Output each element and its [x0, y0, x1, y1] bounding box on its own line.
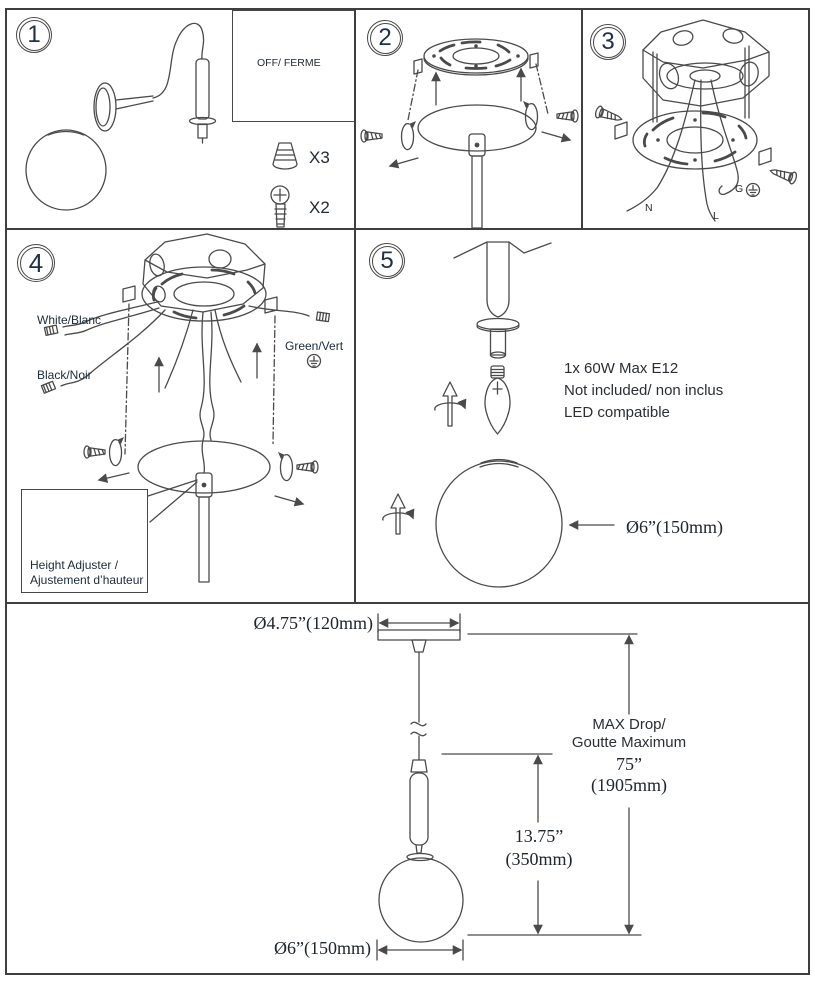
- sheet-frame: [5, 8, 810, 975]
- rotate-globe-icon: [383, 494, 413, 534]
- breaker-off-label: OFF/ FERME: [257, 57, 321, 69]
- green-wire-label: Green/Vert: [285, 339, 344, 353]
- wire-nut-qty: X3: [309, 148, 330, 167]
- body-height-inches: 13.75”: [514, 826, 564, 846]
- bulb-spec-line3: LED compatible: [564, 404, 670, 421]
- height-adjuster-label-fr: Ajustement d’hauteur: [30, 573, 144, 587]
- canopy-drawing: [418, 105, 536, 228]
- mounting-plate-drawing: [615, 111, 771, 169]
- max-drop-label-fr: Goutte Maximum: [571, 734, 687, 751]
- globe-diameter-label: Ø6”(150mm): [626, 517, 723, 537]
- slide-out-arrow-left: [390, 158, 418, 166]
- side-screw-left: [84, 437, 124, 466]
- globe-diameter-label: Ø6”(150mm): [274, 938, 371, 958]
- panel-step3: [583, 10, 808, 228]
- canopy-diameter-label: Ø4.75”(120mm): [253, 613, 373, 633]
- step3-number: 3: [601, 28, 615, 55]
- screw-qty: X2: [309, 198, 330, 217]
- panel-step2: [356, 10, 583, 228]
- step2-number: 2: [378, 24, 392, 51]
- glass-globe: [26, 130, 106, 210]
- mounting-plate-drawing: [414, 39, 538, 75]
- row-1: [7, 10, 808, 230]
- junction-box-drawing: [643, 20, 769, 122]
- step4-number-badge: [17, 244, 55, 282]
- mounting-screw-right: [768, 165, 797, 185]
- live-wire-label: L: [713, 210, 719, 222]
- row-2: [7, 230, 808, 604]
- junction-box-drawing: [143, 234, 265, 312]
- bulb-spec-line1: 1x 60W Max E12: [564, 360, 679, 377]
- bulb-spec-line2: Not included/ non inclus: [564, 382, 724, 399]
- mounting-screw-left: [594, 105, 623, 125]
- side-screw-right: [523, 101, 578, 130]
- pendant-fixture-drawing: [378, 630, 463, 942]
- supply-wires: [627, 80, 738, 221]
- step3-number-badge: [590, 24, 626, 60]
- mounting-plate-drawing: [123, 267, 277, 321]
- glass-globe-drawing: [436, 460, 562, 588]
- glass-globe: [379, 858, 463, 942]
- wire-nut-icon: [273, 143, 297, 169]
- step1-number-badge: [16, 17, 52, 53]
- rotate-install-icon: [435, 382, 465, 426]
- candelabra-bulb-icon: [485, 366, 510, 434]
- pendant-parts-drawing: [26, 23, 216, 210]
- panel-step5: [356, 230, 808, 602]
- slide-out-arrow-right: [542, 132, 570, 140]
- ground-wire-label: G: [735, 183, 744, 195]
- slide-out-arrow-left: [99, 473, 129, 480]
- ground-symbol-icon: [308, 355, 321, 368]
- max-drop-mm: (1905mm): [591, 775, 667, 795]
- side-screw-right: [278, 452, 318, 481]
- globe-dimension: [377, 940, 463, 960]
- black-wire-label: Black/Noir: [37, 368, 92, 382]
- max-drop-inches: 75”: [616, 754, 642, 774]
- panel-step1: [7, 10, 356, 228]
- step5-number: 5: [380, 247, 394, 274]
- step4-number: 4: [28, 247, 44, 278]
- step5-number-badge: [369, 243, 405, 279]
- slide-out-arrow-right: [275, 496, 303, 504]
- inset-callout-lines: [148, 480, 197, 522]
- canopy-dimension: [378, 614, 460, 632]
- height-adjuster-label-en: Height Adjuster /: [30, 558, 119, 572]
- body-height-mm: (350mm): [505, 849, 573, 869]
- panel-step4: [7, 230, 356, 602]
- ground-symbol-icon: [747, 184, 760, 197]
- socket-stem-drawing: [454, 242, 551, 358]
- panel-dimensions: [7, 604, 808, 971]
- step1-number: 1: [27, 21, 41, 48]
- step2-number-badge: [367, 20, 403, 56]
- row-3: [7, 604, 808, 971]
- side-screw-left: [361, 121, 416, 150]
- neutral-wire-label: N: [645, 202, 653, 214]
- max-drop-label-en: MAX Drop/: [592, 716, 666, 733]
- screw-icon: [271, 186, 289, 227]
- white-wire-label: White/Blanc: [37, 313, 102, 327]
